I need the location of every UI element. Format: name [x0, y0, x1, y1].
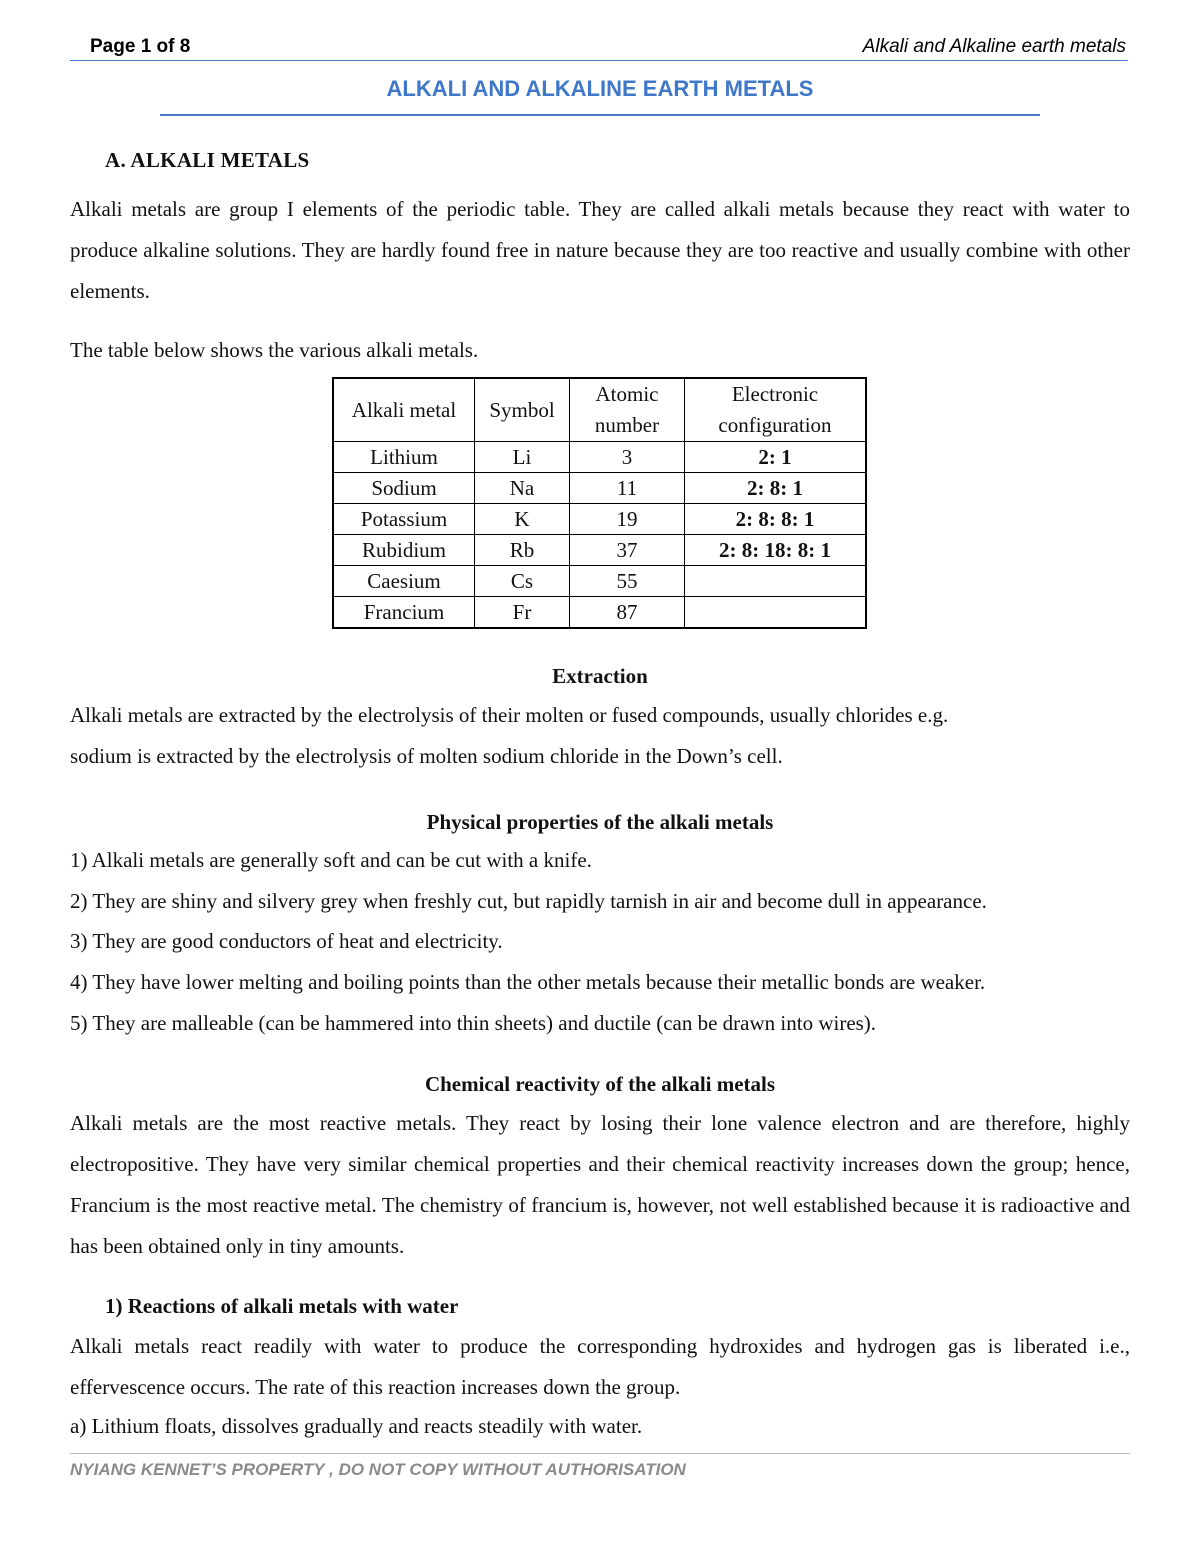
page-header	[70, 36, 1128, 61]
intro-paragraph: Alkali metals are group I elements of the periodic table. They are called alkali metals because they react with water to produce alkaline solutions. They are hardly found free in nature because they are too reactive and usually combine with other elements.	[70, 197, 1130, 303]
extraction-line-1: Alkali metals are extracted by the electrolysis of their molten or fused compounds, usually chlorides e.g.	[70, 703, 949, 727]
water-reaction-item-a: a) Lithium floats, dissolves gradually and reacts steadily with water.	[70, 1414, 643, 1438]
table-row	[333, 566, 866, 597]
document-title: ALKALI AND ALKALINE EARTH METALS	[160, 76, 1040, 116]
table-row	[333, 473, 866, 504]
cell-metal: Potassium	[333, 504, 475, 535]
cell-symbol: Rb	[475, 535, 570, 566]
section-a-heading: A. ALKALI METALS	[105, 148, 310, 172]
cell-atomic-number: 87	[570, 597, 685, 629]
cell-configuration: 2: 8: 8: 1	[685, 504, 867, 535]
cell-configuration: 2: 1	[685, 442, 867, 473]
table-intro: The table below shows the various alkali metals.	[70, 338, 479, 362]
table-row	[333, 597, 866, 629]
physical-property-item: 3) They are good conductors of heat and electricity.	[70, 929, 503, 953]
physical-property-item: 1) Alkali metals are generally soft and can be cut with a knife.	[70, 848, 592, 872]
extraction-heading: Extraction	[552, 664, 648, 688]
extraction-line-2: sodium is extracted by the electrolysis of molten sodium chloride in the Down’s cell.	[70, 744, 783, 768]
cell-atomic-number: 55	[570, 566, 685, 597]
physical-property-item: 4) They have lower melting and boiling points than the other metals because their metallic bonds are weaker.	[70, 970, 986, 994]
table-header-row	[333, 378, 866, 442]
cell-atomic-number: 37	[570, 535, 685, 566]
header-electronic-configuration-text: Electronic configuration	[718, 382, 832, 437]
water-reaction-heading: 1) Reactions of alkali metals with water	[105, 1294, 459, 1318]
page-footer: NYIANG KENNET’S PROPERTY , DO NOT COPY WITHOUT AUTHORISATION	[70, 1453, 1130, 1480]
header-atomic-number-text: Atomic number	[594, 382, 660, 437]
cell-symbol: Na	[475, 473, 570, 504]
header-atomic-number	[570, 378, 685, 442]
cell-metal: Sodium	[333, 473, 475, 504]
physical-property-item: 5) They are malleable (can be hammered into thin sheets) and ductile (can be drawn into wires).	[70, 1011, 877, 1035]
water-reaction-paragraph: Alkali metals react readily with water to produce the corresponding hydroxides and hydrogen gas is liberated i.e., effervescence occurs. The rate of this reaction increases down the group.	[70, 1334, 1130, 1399]
cell-symbol: Cs	[475, 566, 570, 597]
cell-atomic-number: 3	[570, 442, 685, 473]
cell-atomic-number: 19	[570, 504, 685, 535]
cell-configuration: 2: 8: 1	[685, 473, 867, 504]
cell-metal: Rubidium	[333, 535, 475, 566]
cell-metal: Francium	[333, 597, 475, 629]
cell-configuration	[685, 566, 867, 597]
header-symbol: Symbol	[475, 378, 570, 442]
cell-symbol: Fr	[475, 597, 570, 629]
cell-metal: Lithium	[333, 442, 475, 473]
cell-symbol: Li	[475, 442, 570, 473]
cell-symbol: K	[475, 504, 570, 535]
table-row	[333, 442, 866, 473]
chemical-reactivity-heading: Chemical reactivity of the alkali metals	[424, 1072, 776, 1096]
table-row	[333, 504, 866, 535]
alkali-metals-table	[332, 377, 867, 629]
cell-configuration	[685, 597, 867, 629]
physical-properties-heading: Physical properties of the alkali metals	[426, 810, 774, 834]
page-number: Page 1 of 8	[90, 36, 191, 57]
physical-property-item: 2) They are shiny and silvery grey when freshly cut, but rapidly tarnish in air and become dull in appearance.	[70, 889, 987, 913]
cell-atomic-number: 11	[570, 473, 685, 504]
header-topic: Alkali and Alkaline earth metals	[862, 36, 1126, 57]
chemical-reactivity-paragraph: Alkali metals are the most reactive metals. They react by losing their lone valence electron and are therefore, highly electropositive. They have very similar chemical properties and their chemical reactivity increases down the group; hence, Francium is the most reactive metal. The chemistry of francium is, however, not well established because it is radioactive and has been obtained only in tiny amounts.	[70, 1111, 1130, 1258]
table-row	[333, 535, 866, 566]
header-electronic-configuration	[685, 378, 867, 442]
cell-configuration: 2: 8: 18: 8: 1	[685, 535, 867, 566]
cell-metal: Caesium	[333, 566, 475, 597]
header-alkali-metal: Alkali metal	[333, 378, 475, 442]
